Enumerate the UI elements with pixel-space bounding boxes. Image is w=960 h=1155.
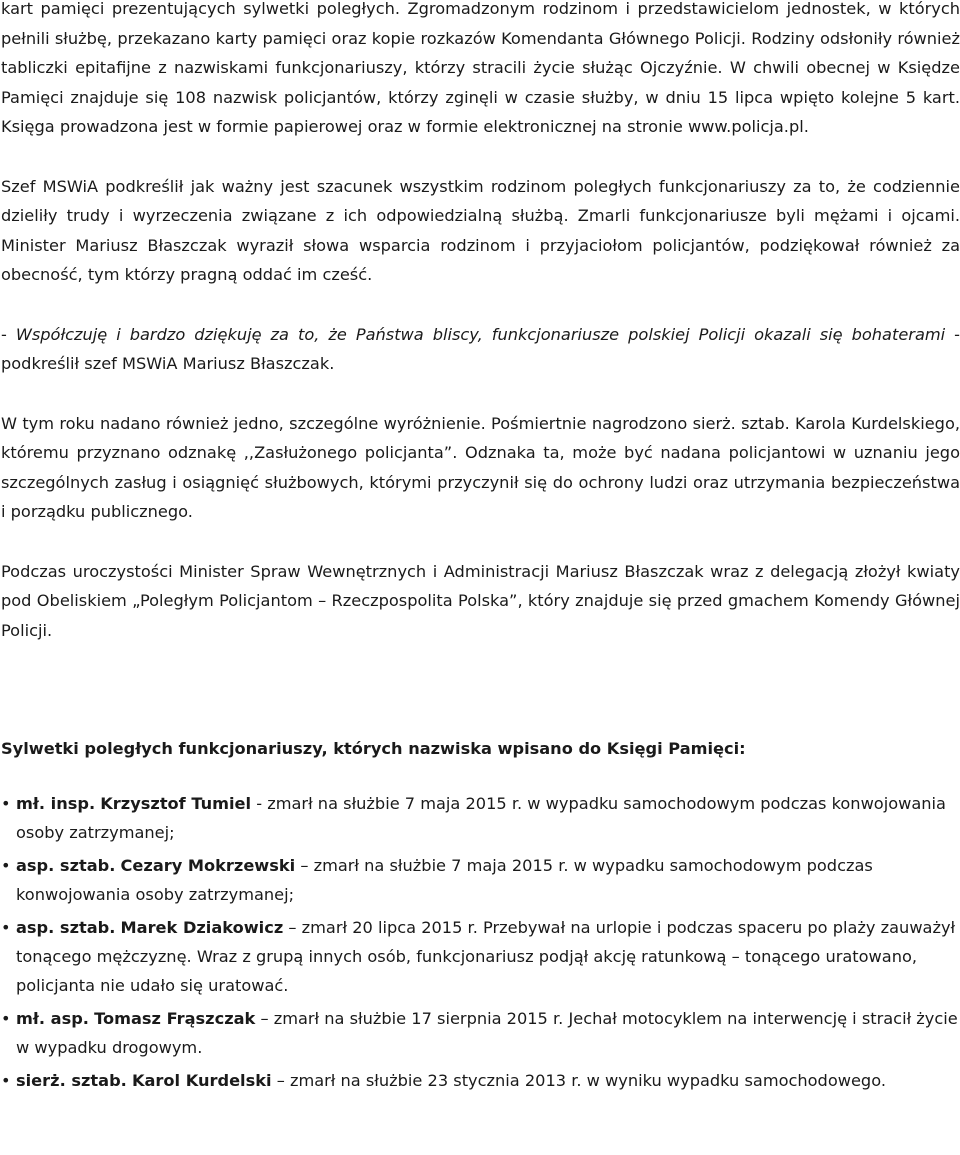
officer-rank: sierż. sztab. <box>16 1070 127 1090</box>
section-heading: Sylwetki poległych funkcjonariuszy, których nazwiska wpisano do Księgi Pamięci: <box>1 739 746 758</box>
paragraph-minister-respect: Szef MSWiA podkreślił jak ważny jest szacunek wszystkim rodzinom poległych funkcjonariuszy za to, że codziennie dzieliły trudy i wyrzeczenia związane z ich odpowiedzialną służbą. Zmarli funkcjonariusze byli mężami i ojcami. Minister Mariusz Błaszczak wyraził słowa wsparcia rodzinom i przyjaciołom policjantów, podziękował również za obecność, tym którzy pragną oddać im cześć. <box>1 176 960 284</box>
list-item <box>1 913 960 1000</box>
paragraph-memory-cards: kart pamięci prezentujących sylwetki poległych. Zgromadzonym rodzinom i przedstawicielom jednostek, w których pełnili służbę, przekazano karty pamięci oraz kopie rozkazów Komendanta Głównego Policji. Rodziny odsłoniły również tabliczki epitafijne z nazwiskami funkcjonariuszy, którzy stracili życie służąc Ojczyźnie. W chwili obecnej w Księdze Pamięci znajduje się 108 nazwisk policjantów, którzy zginęli w czasie służby, w dniu 15 lipca wpięto kolejne 5 kart. Księga prowadzona jest w formie papierowej oraz w formie elektronicznej na stronie www.policja.pl. <box>1 0 960 136</box>
officer-rank: mł. insp. <box>16 793 96 813</box>
officer-description: – zmarł na służbie 23 stycznia 2013 r. w wyniku wypadku samochodowego. <box>271 1070 886 1090</box>
list-item <box>1 789 960 847</box>
list-item <box>1 851 960 909</box>
officer-name: Krzysztof Tumiel <box>100 793 252 813</box>
officers-list <box>1 789 960 1095</box>
quote-text: Współczuję i bardzo dziękuję za to, że Państwa bliscy, funkcjonariusze polskiej Policji okazali się bohaterami <box>15 324 946 344</box>
bullet-icon: • <box>1 917 11 937</box>
officer-name: Cezary Mokrzewski <box>120 855 296 875</box>
officer-description: – zmarł na służbie 7 maja 2015 r. w wypadku samochodowym podczas konwojowania osoby zatrzymanej; <box>16 855 873 904</box>
paragraph-obelisk: Podczas uroczystości Minister Spraw Wewnętrznych i Administracji Mariusz Błaszczak wraz z delegacją złożył kwiaty pod Obeliskiem „Poległym Policjantom – Rzeczpospolita Polska”, który znajduje się przed gmachem Komendy Głównej Policji. <box>1 561 960 640</box>
officer-name: Marek Dziakowicz <box>120 917 284 937</box>
officer-rank: asp. sztab. <box>16 917 116 937</box>
quote-attribution: - podkreślił szef MSWiA Mariusz Błaszczak. <box>1 324 960 373</box>
officer-name: Tomasz Frąszczak <box>94 1008 256 1028</box>
bullet-icon: • <box>1 855 11 875</box>
officer-description: - zmarł na służbie 7 maja 2015 r. w wypadku samochodowym podczas konwojowania osoby zatrzymanej; <box>16 793 946 842</box>
bullet-icon: • <box>1 793 11 813</box>
list-item <box>1 1004 960 1062</box>
paragraph-distinction: W tym roku nadano również jedno, szczególne wyróżnienie. Pośmiertnie nagrodzono sierż. sztab. Karola Kurdelskiego, któremu przyznano odznakę ,,Zasłużonego policjanta”. Odznaka ta, może być nadana policjantowi w uznaniu jego szczególnych zasług i osiągnięć służbowych, którymi przyczynił się do ochrony ludzi oraz utrzymania bezpieczeństwa i porządku publicznego. <box>1 413 960 521</box>
bullet-icon: • <box>1 1008 11 1028</box>
officer-description: – zmarł 20 lipca 2015 r. Przebywał na urlopie i podczas spaceru po plaży zauważył tonącego mężczyznę. Wraz z grupą innych osób, funkcjonariusz podjął akcję ratunkową – tonącego uratowano, policjanta nie udało się uratować. <box>16 917 956 995</box>
list-item <box>1 1066 960 1095</box>
paragraph-minister-quote <box>1 320 960 379</box>
officer-rank: asp. sztab. <box>16 855 116 875</box>
officer-name: Karol Kurdelski <box>131 1070 272 1090</box>
officer-rank: mł. asp. <box>16 1008 89 1028</box>
bullet-icon: • <box>1 1070 11 1090</box>
quote-prefix: - <box>1 324 16 344</box>
officer-description: – zmarł na służbie 17 sierpnia 2015 r. Jechał motocyklem na interwencję i stracił życie w wypadku drogowym. <box>16 1008 958 1057</box>
